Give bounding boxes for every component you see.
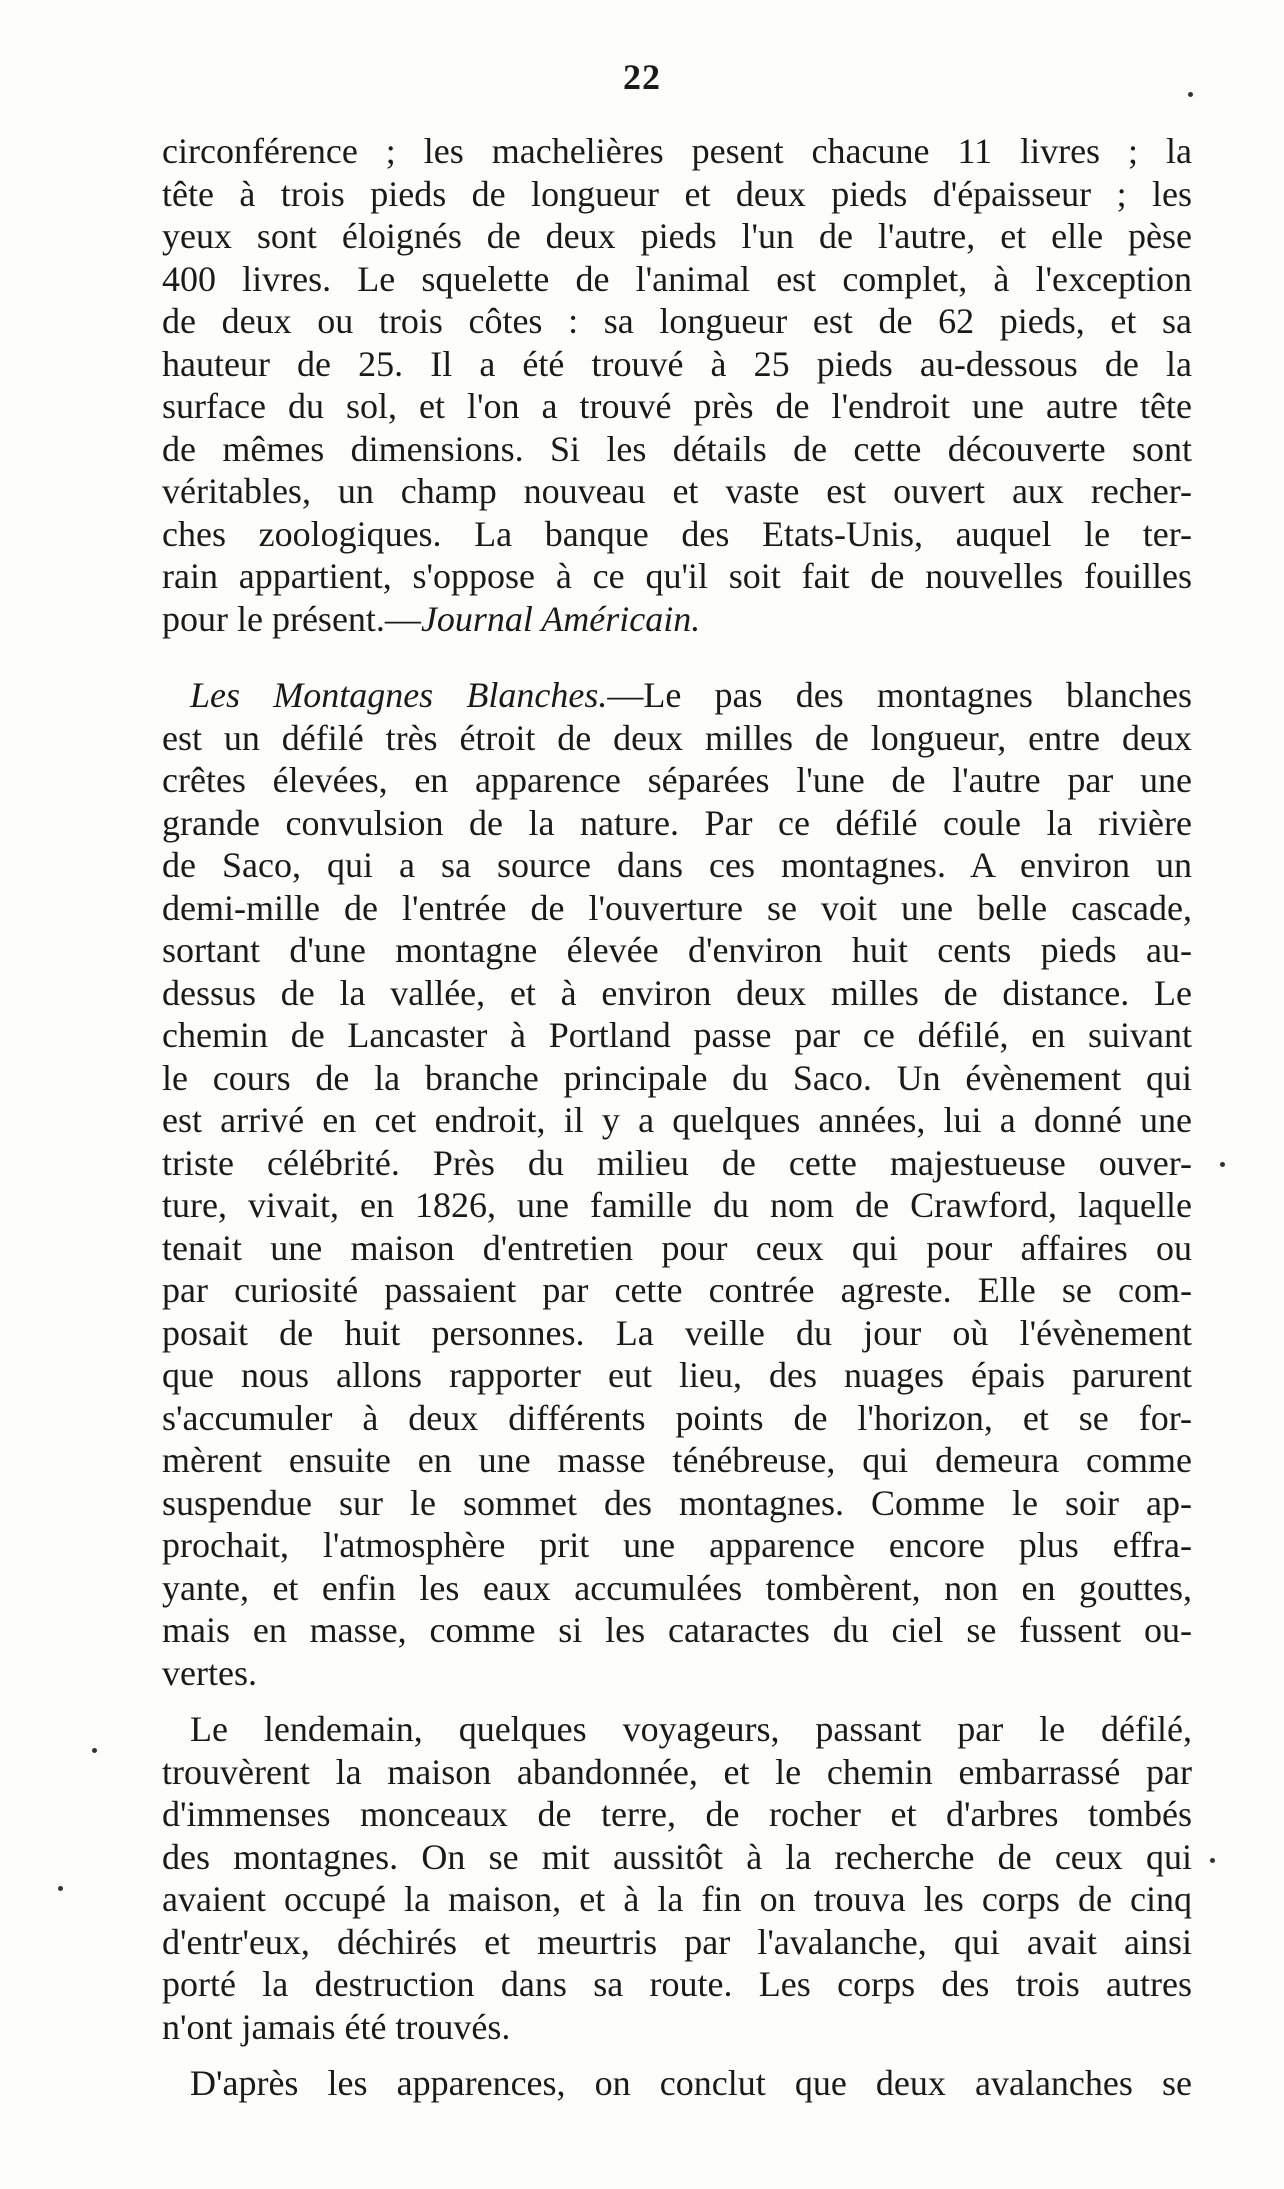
text-line: n'ont jamais été trouvés. [162,2006,511,2047]
paragraph-white-mountains [162,674,1192,1694]
text-line: circonférence ; les machelières pesent chacune 11 livres ; la [162,131,1192,171]
text-line: mais en masse, comme si les cataractes du ciel se fussent ou- [162,1610,1192,1650]
text-line: 400 livres. Le squelette de l'animal est complet, à l'exception [162,258,1192,299]
text-line: que nous allons rapporter eut lieu, des nuages épais parurent [162,1355,1192,1395]
text-line: mèrent ensuite en une masse ténébreuse, qui demeura comme [162,1440,1192,1480]
text-line [162,674,1192,717]
text-line: de Saco, qui a sa source dans ces montagnes. A environ un [162,845,1192,885]
text-line: tête à trois pieds de longueur et deux pieds d'épaisseur ; les [162,173,1192,214]
paragraph-mastodon [162,130,1192,640]
text-line: trouvèrent la maison abandonnée, et le chemin embarrassé par [162,1751,1192,1792]
text-line: dessus de la vallée, et à environ deux milles de distance. Le [162,972,1192,1013]
margin-speck [92,1748,97,1753]
text-line: chemin de Lancaster à Portland passe par ce défilé, en suivant [162,1015,1192,1055]
text-line: porté la destruction dans sa route. Les corps des trois autres [162,1964,1192,2004]
text-line: grande convulsion de la nature. Par ce défilé coule la rivière [162,802,1192,843]
text-line: le cours de la branche principale du Saco. Un évènement qui [162,1057,1192,1098]
text-line: par curiosité passaient par cette contrée agreste. Elle se com- [162,1270,1192,1310]
text-line: sortant d'une montagne élevée d'environ huit cents pieds au- [162,930,1192,970]
text-line: ture, vivait, en 1826, une famille du nom de Crawford, laquelle [162,1185,1192,1225]
text-line: d'immenses monceaux de terre, de rocher et d'arbres tombés [162,1794,1192,1834]
text-line: demi-mille de l'entrée de l'ouverture se voit une belle cascade, [162,887,1192,928]
text-line: Le lendemain, quelques voyageurs, passant par le défilé, [190,1709,1192,1749]
text-line: de mêmes dimensions. Si les détails de cette découverte sont [162,428,1192,469]
text-line: yante, et enfin les eaux accumulées tombèrent, non en gouttes, [162,1567,1192,1608]
text-line: des montagnes. On se mit aussitôt à la recherche de ceux qui [162,1836,1192,1877]
section-heading: Les Montagnes Blanches. [190,675,608,715]
text-line: suspendue sur le sommet des montagnes. Comme le soir ap- [162,1482,1192,1523]
text-line [162,598,1192,641]
page-number: 22 [623,57,661,97]
paragraph-conclusion [162,2062,1192,2105]
text-line: véritables, un champ nouveau et vaste est ouvert aux recher- [162,471,1192,511]
text-line: d'entr'eux, déchirés et meurtris par l'avalanche, qui avait ainsi [162,1921,1192,1962]
text-line: triste célébrité. Près du milieu de cette majestueuse ouver- [162,1142,1192,1183]
source-citation: Journal Américain. [420,598,701,639]
text-line: crêtes élevées, en apparence séparées l'une de l'autre par une [162,760,1192,800]
margin-speck [1220,1162,1225,1167]
text-line: de deux ou trois côtes : sa longueur est de 62 pieds, et sa [162,301,1192,341]
margin-speck [1188,92,1193,97]
margin-speck [58,1886,63,1891]
body-text [162,130,1192,2105]
text-line: est un défilé très étroit de deux milles de longueur, entre deux [162,717,1192,758]
text-line: rain appartient, s'oppose à ce qu'il soit fait de nouvelles fouilles [162,556,1192,596]
text-line-rest: —Le pas des montagnes blanches [607,675,1192,715]
text-line: avaient occupé la maison, et à la fin on trouva les corps de cinq [162,1879,1192,1919]
text-line: prochait, l'atmosphère prit une apparence encore plus effra- [162,1525,1192,1565]
text-line: yeux sont éloignés de deux pieds l'un de l'autre, et elle pèse [162,216,1192,256]
text-line: est arrivé en cet endroit, il y a quelques années, lui a donné une [162,1100,1192,1140]
text-line: tenait une maison d'entretien pour ceux qui pour affaires ou [162,1227,1192,1268]
text-line: posait de huit personnes. La veille du jour où l'évènement [162,1312,1192,1353]
margin-speck [1210,1858,1215,1863]
text-line: ches zoologiques. La banque des Etats-Unis, auquel le ter- [162,513,1192,554]
paragraph-aftermath [162,1708,1192,2048]
text-line: s'accumuler à deux différents points de l'horizon, et se for- [162,1397,1192,1438]
text-line: surface du sol, et l'on a trouvé près de l'endroit une autre tête [162,386,1192,426]
text-line-prefix: pour le présent.— [162,598,421,639]
text-line: D'après les apparences, on conclut que deux avalanches se [190,2063,1192,2103]
text-line: hauteur de 25. Il a été trouvé à 25 pieds au-dessous de la [162,343,1192,384]
text-line: vertes. [162,1652,257,1693]
